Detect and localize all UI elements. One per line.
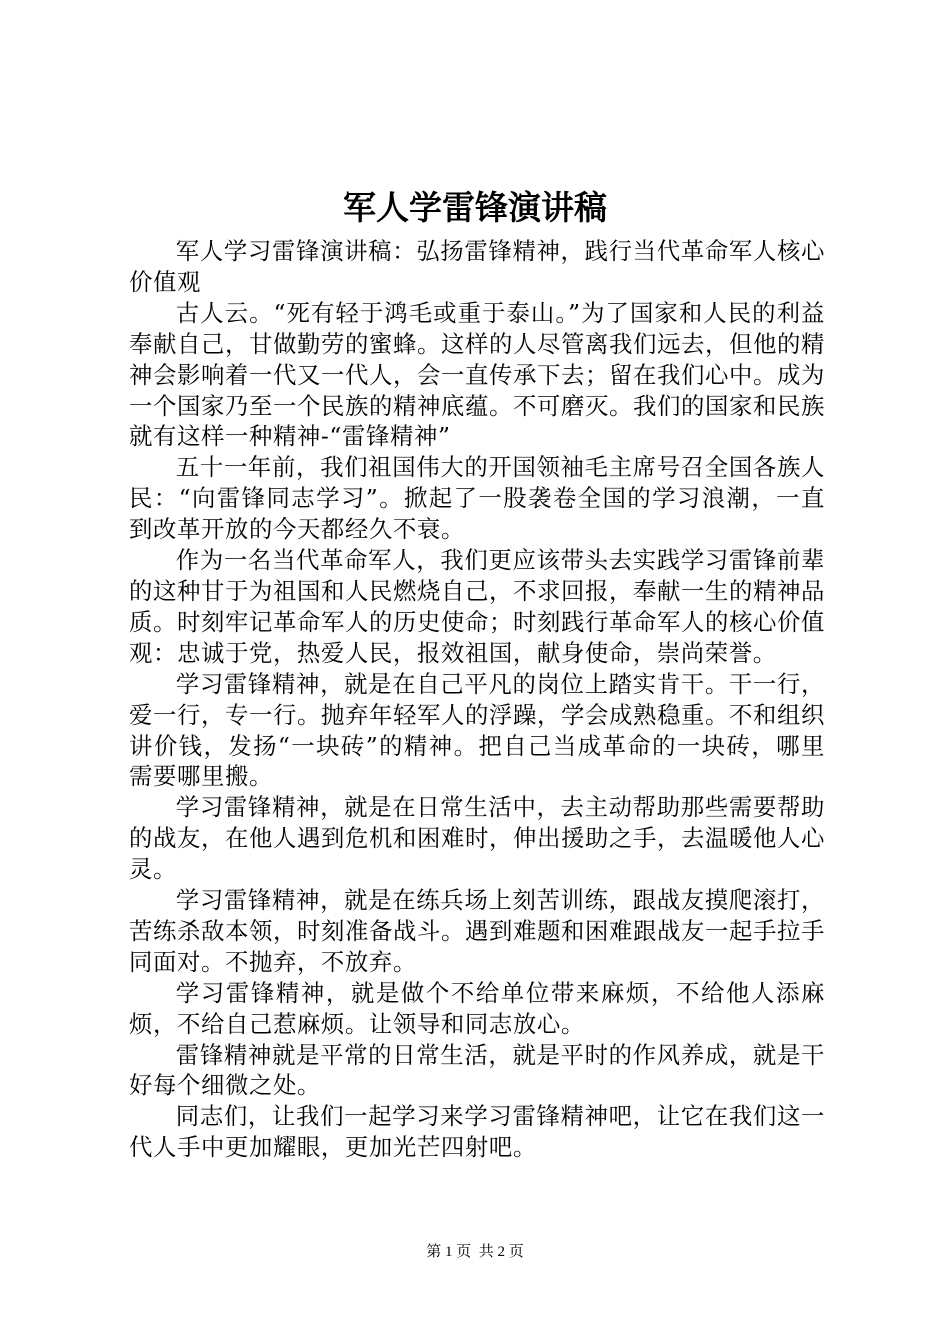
page-total: 共 2 页 (478, 1244, 524, 1260)
paragraph: 作为一名当代革命军人，我们更应该带头去实践学习雷锋前辈的这种甘于为祖国和人民燃烧自己，不求回报，奉献一生的精神品质。时刻牢记革命军人的历史使命；时刻践行革命军人的核心价值观：忠诚于党，热爱人民，报效祖国，献身使命，崇尚荣誉。 (129, 546, 825, 667)
paragraph: 学习雷锋精神，就是在自己平凡的岗位上踏实肯干。干一行，爱一行，专一行。抛弃年轻军人的浮躁，学会成熟稳重。不和组织讲价钱，发扬“一块砖”的精神。把自己当成革命的一块砖，哪里需要哪里搬。 (129, 669, 825, 791)
document-body (129, 236, 825, 1163)
page-number: 第 1 页 (426, 1244, 472, 1260)
paragraph: 军人学习雷锋演讲稿：弘扬雷锋精神，践行当代革命军人核心价值观 (129, 237, 825, 296)
paragraph: 雷锋精神就是平常的日常生活，就是平时的作风养成，就是干好每个细微之处。 (129, 1040, 825, 1100)
paragraph: 学习雷锋精神，就是在练兵场上刻苦训练，跟战友摸爬滚打，苦练杀敌本领，时刻准备战斗。遇到难题和困难跟战友一起手拉手同面对。不抛弃，不放弃。 (129, 886, 825, 976)
paragraph: 学习雷锋精神，就是做个不给单位带来麻烦，不给他人添麻烦，不给自己惹麻烦。让领导和同志放心。 (129, 978, 825, 1038)
page-footer (0, 1242, 950, 1262)
document-title: 军人学雷锋演讲稿 (343, 188, 607, 227)
paragraph: 古人云。“死有轻于鸿毛或重于泰山。”为了国家和人民的利益奉献自己，甘做勤劳的蜜蜂。这样的人尽管离我们远去，但他的精神会影响着一代又一代人，会一直传承下去；留在我们心中。成为一个国家乃至一个民族的精神底蕴。不可磨灭。我们的国家和民族就有这样一种精神-“雷锋精神” (129, 298, 825, 451)
paragraph: 学习雷锋精神，就是在日常生活中，去主动帮助那些需要帮助的战友，在他人遇到危机和困难时，伸出援助之手，去温暖他人心灵。 (129, 793, 825, 884)
paragraph: 同志们，让我们一起学习来学习雷锋精神吧，让它在我们这一代人手中更加耀眼，更加光芒四射吧。 (129, 1102, 825, 1162)
paragraph: 五十一年前，我们祖国伟大的开国领袖毛主席号召全国各族人民：“向雷锋同志学习”。掀起了一股袭卷全国的学习浪潮，一直到改革开放的今天都经久不衰。 (129, 453, 825, 544)
